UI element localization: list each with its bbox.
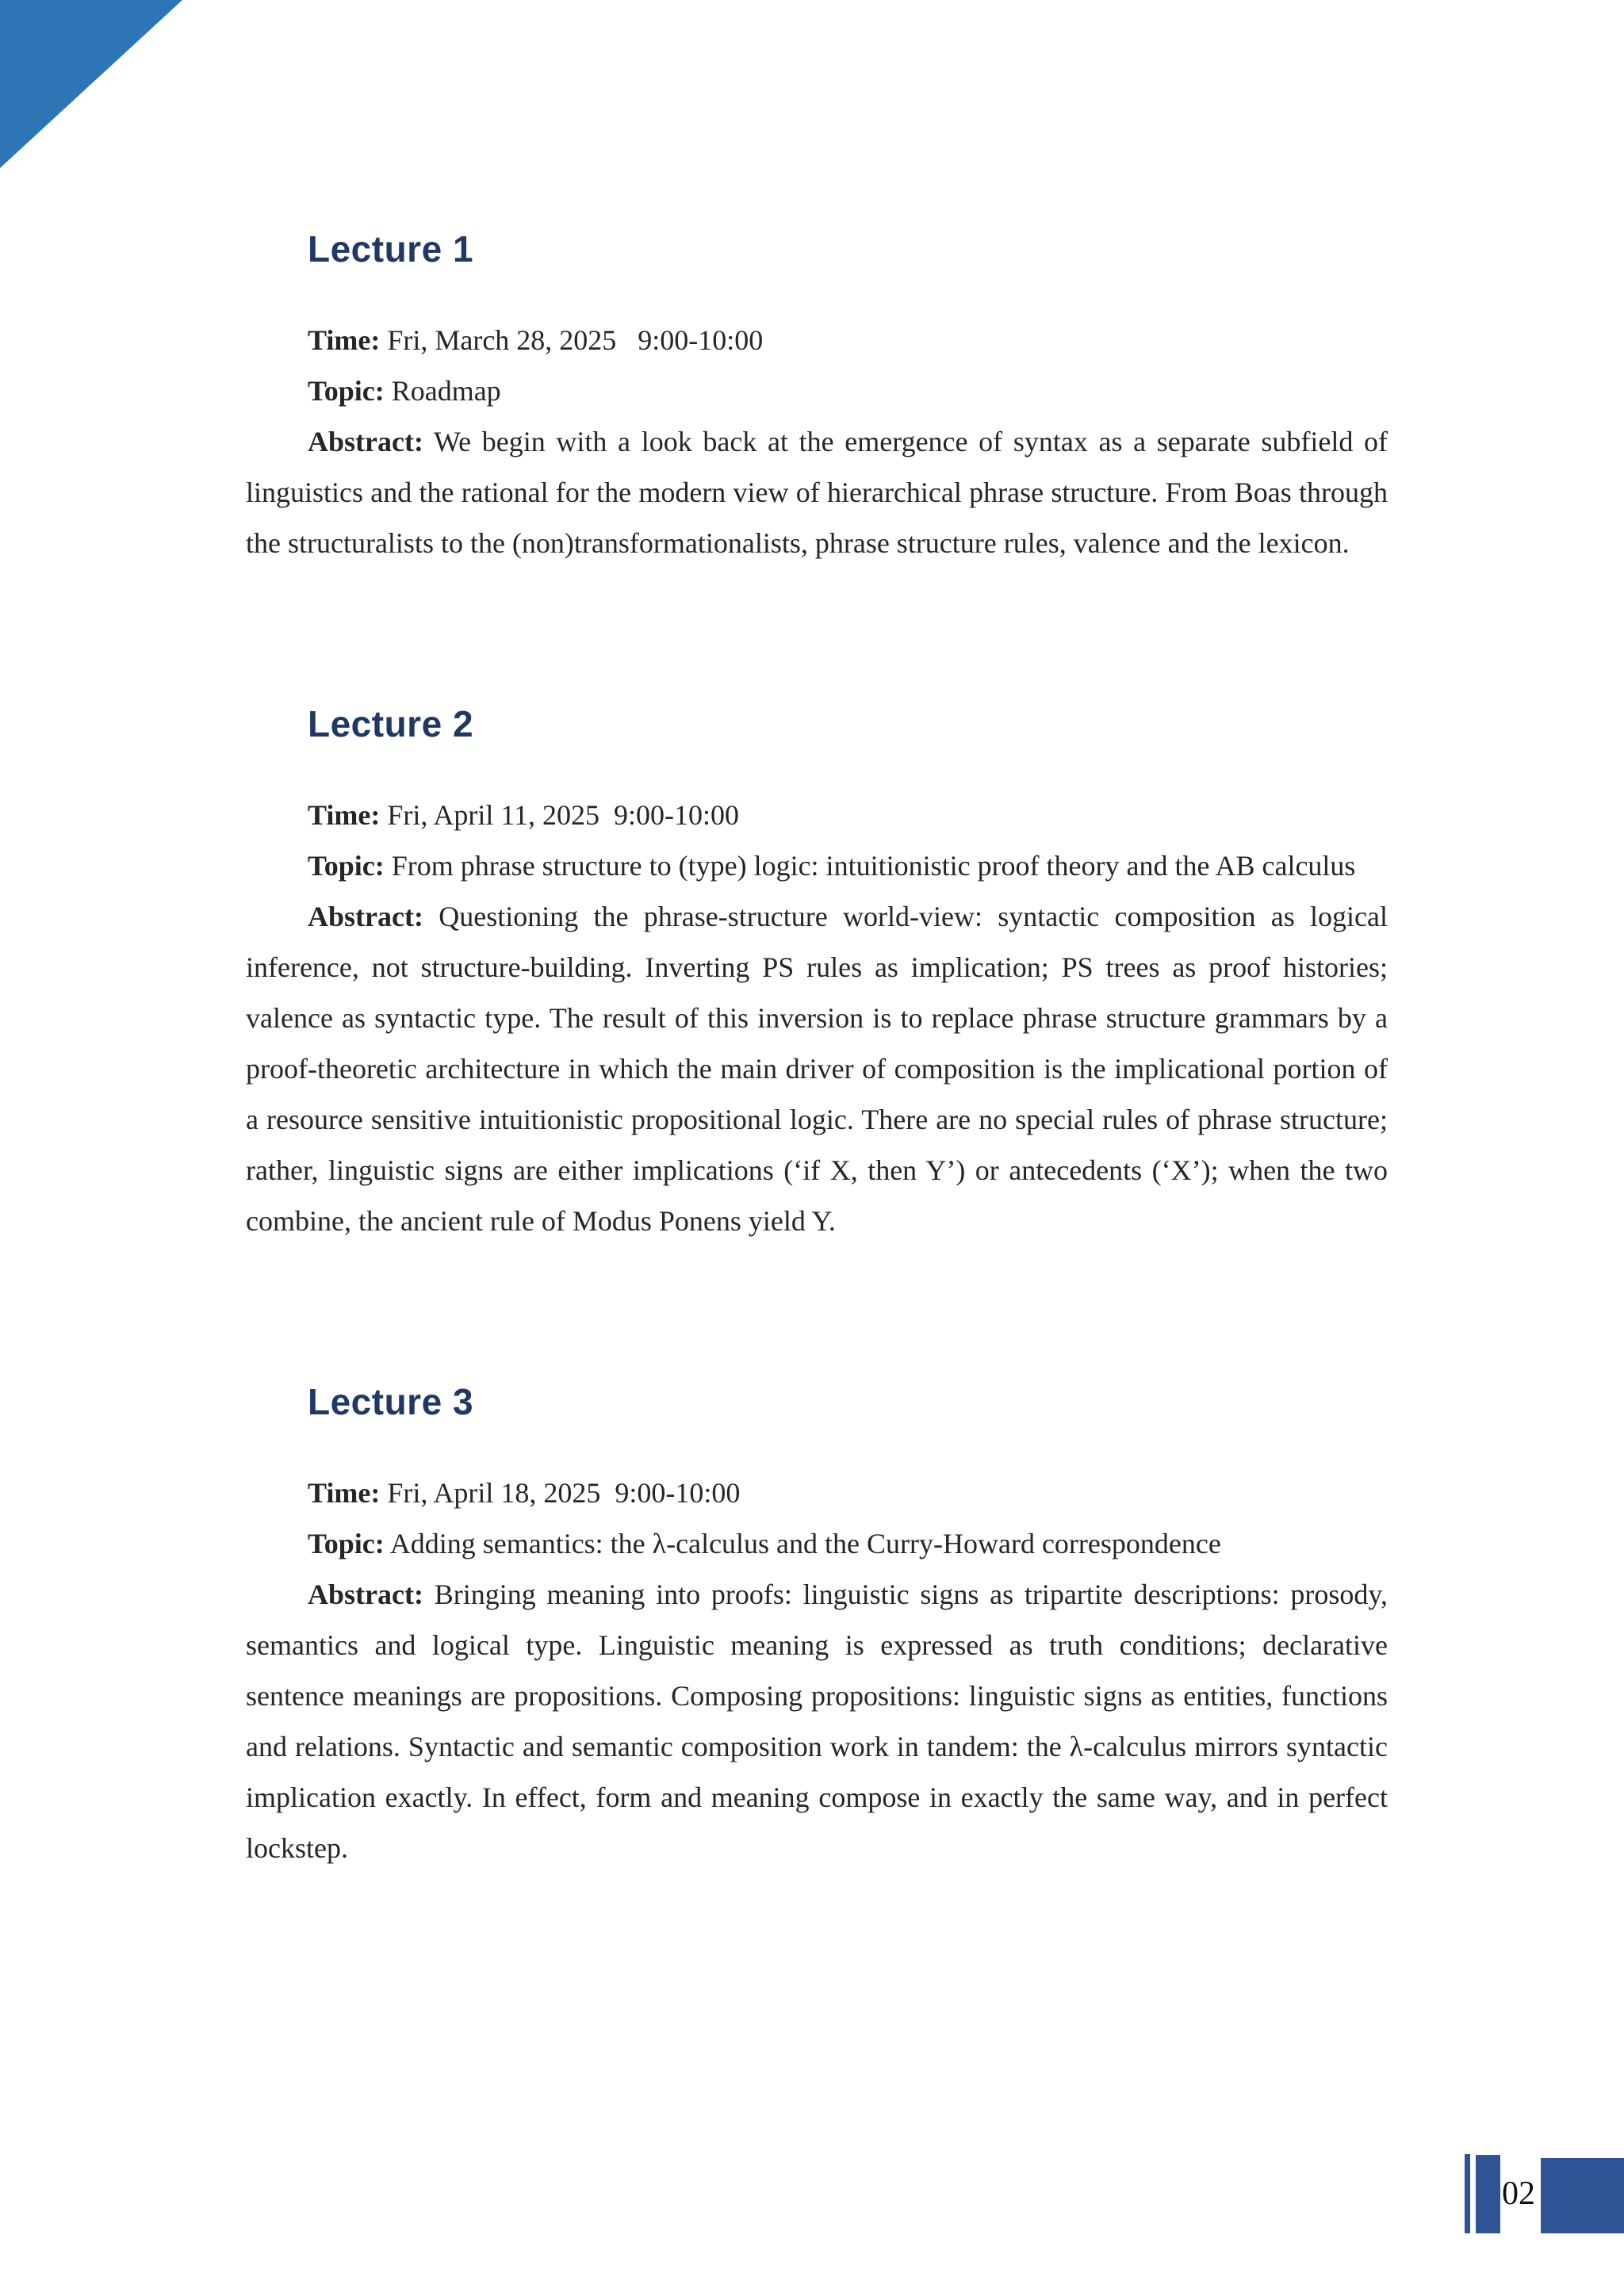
document-content (246, 228, 1388, 1873)
lecture-section-3 (246, 1381, 1388, 1873)
topic-value: From phrase structure to (type) logic: intuitionistic proof theory and the AB calculus (391, 849, 1356, 882)
abstract-label: Abstract: (308, 900, 423, 932)
abstract-text: Questioning the phrase-structure world-view: syntactic composition as logical inference, not structure-building. Inverting PS rules as implication; PS trees as proof histories; valence as syntactic type. The result of this inversion is to replace phrase structure grammars by a proof-theoretic architecture in which the main driver of composition is the implicational portion of a resource sensitive intuitionistic propositional logic. There are no special rules of phrase structure; rather, linguistic signs are either implications (‘if X, then Y’) or antecedents (‘X’); when the two combine, the ancient rule of Modus Ponens yield Y. (246, 900, 1388, 1237)
lecture-2-abstract (246, 891, 1388, 1246)
lecture-1-title: Lecture 1 (308, 228, 474, 270)
time-value: Fri, March 28, 2025 9:00-10:00 (387, 323, 764, 356)
lecture-3-title: Lecture 3 (308, 1380, 474, 1422)
topic-label: Topic: (308, 1527, 385, 1559)
time-value: Fri, April 18, 2025 9:00-10:00 (387, 1476, 741, 1509)
lecture-1-topic-line (246, 365, 1388, 416)
lecture-section-1 (246, 228, 1388, 568)
page-number: 02 (1502, 2175, 1535, 2212)
time-value: Fri, April 11, 2025 9:00-10:00 (387, 798, 739, 831)
lecture-2-topic-line (246, 840, 1388, 891)
abstract-text: We begin with a look back at the emergence of syntax as a separate subfield of linguistics and the rational for the modern view of hierarchical phrase structure. From Boas through the structuralists to the (non)transformationalists, phrase structure rules, valence and the lexicon. (246, 425, 1388, 559)
abstract-label: Abstract: (308, 425, 423, 457)
lecture-1-time-line (246, 315, 1388, 365)
time-label: Time: (308, 798, 381, 831)
lecture-section-2 (246, 703, 1388, 1246)
abstract-label: Abstract: (308, 1578, 423, 1610)
footer-thin-bar (1465, 2154, 1470, 2233)
time-label: Time: (308, 1476, 381, 1509)
topic-label: Topic: (308, 374, 385, 407)
time-label: Time: (308, 323, 381, 356)
lecture-2-title: Lecture 2 (308, 702, 474, 744)
footer-thick-bar (1476, 2155, 1500, 2233)
lecture-3-time-line (246, 1468, 1388, 1518)
lecture-2-time-line (246, 790, 1388, 840)
topic-value: Roadmap (391, 374, 501, 407)
lecture-3-topic-line (246, 1518, 1388, 1569)
lecture-3-abstract (246, 1569, 1388, 1873)
abstract-text: Bringing meaning into proofs: linguistic signs as tripartite descriptions: prosody, semantics and logical type. Linguistic meaning is expressed as truth conditions; declarative sentence meanings are propositions. Composing propositions: linguistic signs as entities, functions and relations. Syntactic and semantic composition work in tandem: the λ-calculus mirrors syntactic implication exactly. In effect, form and meaning compose in exactly the same way, and in perfect lockstep. (246, 1578, 1388, 1864)
corner-triangle-decoration (0, 0, 182, 168)
topic-value: Adding semantics: the λ-calculus and the Curry-Howard correspondence (389, 1527, 1221, 1559)
footer-block (1541, 2158, 1624, 2233)
topic-label: Topic: (308, 849, 385, 882)
lecture-1-abstract (246, 416, 1388, 568)
